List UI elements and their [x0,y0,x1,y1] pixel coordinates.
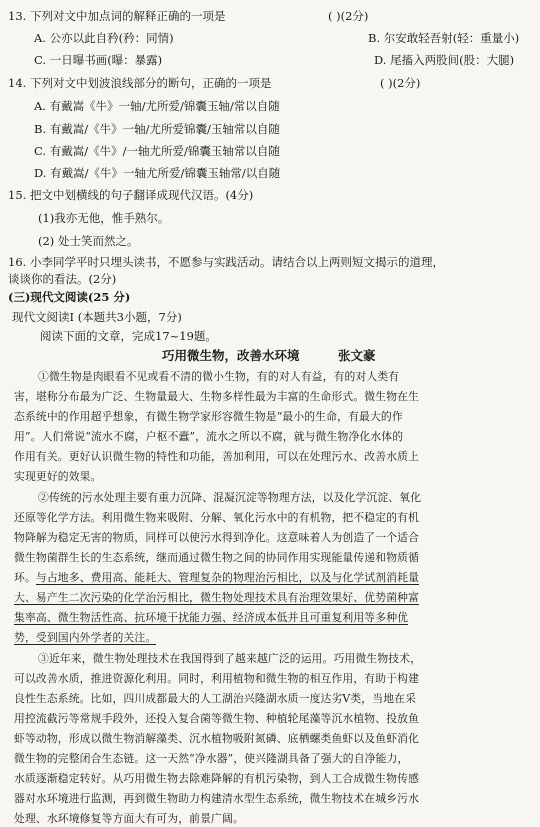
underlined-sentence: 集率高、微生物活性高、抗环境干扰能力强、经济成本低并且可重复利用等多种优 [14,611,409,624]
article-line: 实现更好的效果。 [14,470,102,483]
q13-option-b: B. 尔安敢轻吾射(轻：重量小) [368,31,520,45]
section-heading: (三)现代文阅读(25 分) [8,290,131,304]
article-line: 可以改善水质，推进资源化利用。同时，利用植物和微生物的相互作用，有助于构建 [14,672,420,685]
underlined-line [14,590,528,606]
q13-option-d: D. 尾搐入两股间(股：大腿) [374,53,515,67]
article-line: 用”。人们常说“流水不腐，户枢不蠹”，流水之所以不腐，就与微生物净化水体的 [14,430,404,443]
q15-sentence-2: (2) 处士笑而然之。 [38,234,139,248]
q13-option-a: A. 公亦以此自矜(矜：同情) [34,31,174,45]
underlined-line [14,610,528,626]
article-line: 水质逐渐稳定转好。从巧用微生物去除难降解的有机污染物，到人工合成微生物传感 [14,772,420,785]
article-line: 虾等动物，形成以微生物消解藻类、沉水植物吸附氮磷、底栖螺类鱼虾以及鱼虾消化 [14,732,420,745]
q13-stem: 13. 下列对文中加点词的解释正确的一项是 [8,9,226,23]
article-line: 还原等化学方法。利用微生物来吸附、分解、氧化污水中的有机物，把不稳定的有机 [14,511,420,524]
article-text: 环。 [14,571,36,584]
q14-option-d: D. 有戴嵩/《牛》一轴尤所爱/锦囊玉轴常/以自随 [34,166,281,180]
q15-sentence-1: (1)我亦无他，惟手熟尔。 [38,211,170,225]
underlined-sentence: 势，受到国内外学者的关注。 [14,631,157,644]
article-line: 处理、水环境修复等方面大有可为，前景广阔。 [14,812,244,825]
article-line: ①微生物是肉眼看不见或看不清的微小生物，有的对人有益，有的对人类有 [38,370,400,383]
q14-answer-paren: ( )(2分) [380,76,421,90]
q14-option-c: C. 有戴嵩/《牛》/一轴尤所爱/锦囊玉轴常以自随 [34,144,280,158]
article-line: 害，堪称分布最为广泛、生物量最大、生物多样性最为丰富的生命形式。微生物在生 [14,390,420,403]
article-line: 物降解为稳定无害的物质，同样可以使污水得到净化。这意味着人为创造了一个适合 [14,531,420,544]
article-line: 良性生态系统。比如，四川成都最大的人工湖治兴隆湖水质一度达劣V类，当地在采 [14,692,417,705]
article-line: 微生物的完整闭合生态链。这一天然“净水器”，使兴隆湖具备了强大的自净能力， [14,752,409,765]
article-line: 态系统中的作用超乎想象，有微生物学家形容微生物是“最小的生命，有最大的作 [14,410,403,423]
reading-1-heading: 现代文阅读Ⅰ (本题共3小题，7分) [12,310,182,324]
article-line: 微生物菌群生长的生态系统，继而通过微生物之间的协同作用实现能量传递和物质循 [14,551,420,564]
article-author: 张文豪 [338,348,376,363]
article-line: ③近年来，微生物处理技术在我国得到了越来越广泛的运用。巧用微生物技术， [38,652,422,665]
q13-option-c: C. 一日曝书画(曝：暴露) [34,53,163,67]
underlined-sentence: 大、易产生二次污染的化学治污相比，微生物处理技术具有治理效果好、优势菌种富 [14,591,420,604]
underlined-sentence: 与占地多、费用高、能耗大、管理复杂的物理治污相比，以及与化学试剂消耗量 [35,571,420,584]
q16-line-2: 谈谈你的看法。(2分) [8,272,117,286]
q13-answer-paren: ( )(2分) [328,9,369,23]
q14-option-a: A. 有戴嵩《牛》一轴/尤所爱/锦囊玉轴/常以自随 [34,99,280,113]
article-line: 用控流截污等常规手段外，还投入复合菌等微生物、种植轮尾藻等沉水植物、投放鱼 [14,712,420,725]
q14-option-b: B. 有戴嵩/《牛》一轴/尤所爱锦囊/玉轴常以自随 [34,122,280,136]
q16-line-1: 16. 小李同学平时只埋头读书，不愿参与实践活动。请结合以上两则短文揭示的道理， [8,255,444,269]
q14-stem: 14. 下列对文中划波浪线部分的断句，正确的一项是 [8,76,272,90]
reading-instruction: 阅读下面的文章，完成17~19题。 [40,329,217,343]
article-line: 作用有关。更好认识微生物的特性和功能，善加利用，可以在处理污水、改善水质上 [14,450,420,463]
article-line: 器对水环境进行监测，再到微生物助力构建清水型生态系统，微生物技术在城乡污水 [14,792,420,805]
article-line: ②传统的污水处理主要有重力沉降、混凝沉淀等物理方法，以及化学沉淀、氧化 [38,491,422,504]
q15-stem: 15. 把文中划横线的句子翻译成现代汉语。(4分) [8,188,254,202]
underlined-line [14,630,528,646]
article-line-mixed [14,570,528,586]
article-title: 巧用微生物，改善水环境 [162,348,300,363]
